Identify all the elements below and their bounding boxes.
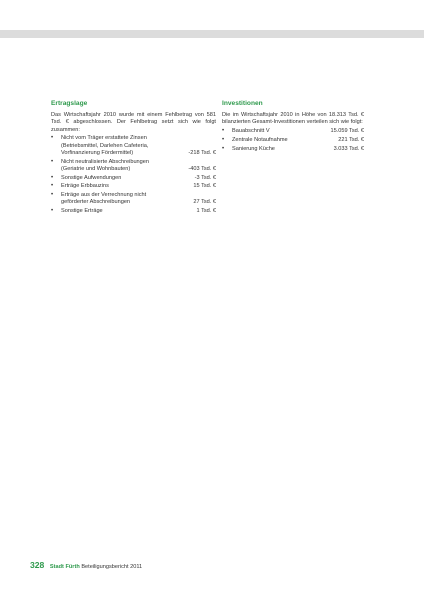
item-label — [232, 128, 331, 135]
item-label — [232, 137, 338, 144]
item-label — [232, 146, 334, 153]
item-value: 15 Tsd. € — [193, 183, 216, 190]
item-label-line: (Geriatrie und Wohnbauten) — [61, 165, 131, 172]
item-label-line: (Betriebsmittel, Darlehen Cafeteria, — [61, 142, 149, 149]
item-label-line: Erträge Erbbauzins — [61, 183, 109, 190]
ertragslage-section — [51, 100, 216, 215]
list-item — [222, 128, 364, 135]
bullet-icon: • — [51, 135, 54, 142]
item-label-line: geförderter Abschreibungen — [61, 199, 131, 206]
investitionen-intro: Die im Wirtschaftsjahr 2010 in Höhe von 18.313 Tsd. € bilanzierten Gesamt-Investitionen verteilen sich wie folgt: — [222, 112, 364, 126]
item-label-line: Zentrale Notaufnahme — [232, 137, 288, 143]
bullet-icon: • — [222, 128, 225, 135]
item-label — [61, 192, 193, 206]
item-value: 15.059 Tsd. € — [330, 128, 364, 135]
ertragslage-list — [51, 135, 216, 215]
item-value: -403 Tsd. € — [188, 165, 216, 172]
investitionen-list — [222, 128, 364, 153]
list-item — [51, 192, 216, 206]
item-label-line: Sonstige Erträge — [61, 208, 103, 215]
item-label-line: Erträge aus der Verrechnung nicht — [61, 192, 147, 199]
investitionen-section — [222, 100, 364, 153]
header-band — [0, 30, 424, 38]
list-item — [51, 135, 216, 157]
item-label-line: Vorfinanzierung Fördermittel) — [61, 149, 134, 156]
list-item — [51, 208, 216, 215]
bullet-icon: • — [222, 137, 225, 143]
list-item — [222, 137, 364, 144]
list-item — [51, 159, 216, 173]
page-footer — [30, 560, 142, 570]
item-value: -218 Tsd. € — [188, 149, 216, 156]
bullet-icon: • — [51, 174, 54, 181]
item-value: 3.033 Tsd. € — [333, 145, 364, 152]
item-label-line: Sanierung Küche — [232, 145, 275, 152]
footer-report-title: Beteiligungsbericht 2011 — [81, 564, 143, 570]
bullet-icon: • — [51, 208, 54, 215]
item-label-line: Bauabschnitt V — [232, 128, 270, 135]
bullet-icon: • — [51, 183, 54, 190]
list-item — [51, 183, 216, 190]
item-value: 27 Tsd. € — [193, 199, 216, 206]
item-value: 221 Tsd. € — [338, 137, 364, 143]
bullet-icon: • — [51, 158, 54, 165]
item-label-line: Sonstige Aufwendungen — [61, 174, 122, 181]
list-item — [222, 146, 364, 153]
bullet-icon: • — [51, 192, 54, 199]
ertragslage-intro: Das Wirtschaftsjahr 2010 wurde mit einem Fehlbetrag von 581 Tsd. € abgeschlossen. Der Fehlbetrag setzt sich wie folgt zusammen: — [51, 112, 216, 133]
item-label — [61, 208, 197, 215]
investitionen-heading: Investitionen — [222, 100, 263, 107]
footer-brand: Stadt Fürth — [49, 564, 80, 570]
item-label-line: Nicht vom Träger erstattete Zinsen — [61, 135, 147, 142]
item-label — [61, 183, 193, 190]
item-value: 1 Tsd. € — [196, 208, 216, 215]
item-label-line: Nicht neutralisierte Abschreibungen — [61, 158, 149, 165]
item-label — [61, 159, 188, 173]
page-number: 328 — [30, 560, 45, 570]
list-item — [51, 175, 216, 182]
item-value: -3 Tsd. € — [194, 174, 216, 181]
ertragslage-heading: Ertragslage — [51, 100, 88, 107]
item-label — [61, 175, 195, 182]
bullet-icon: • — [222, 145, 225, 152]
item-label — [61, 135, 188, 157]
